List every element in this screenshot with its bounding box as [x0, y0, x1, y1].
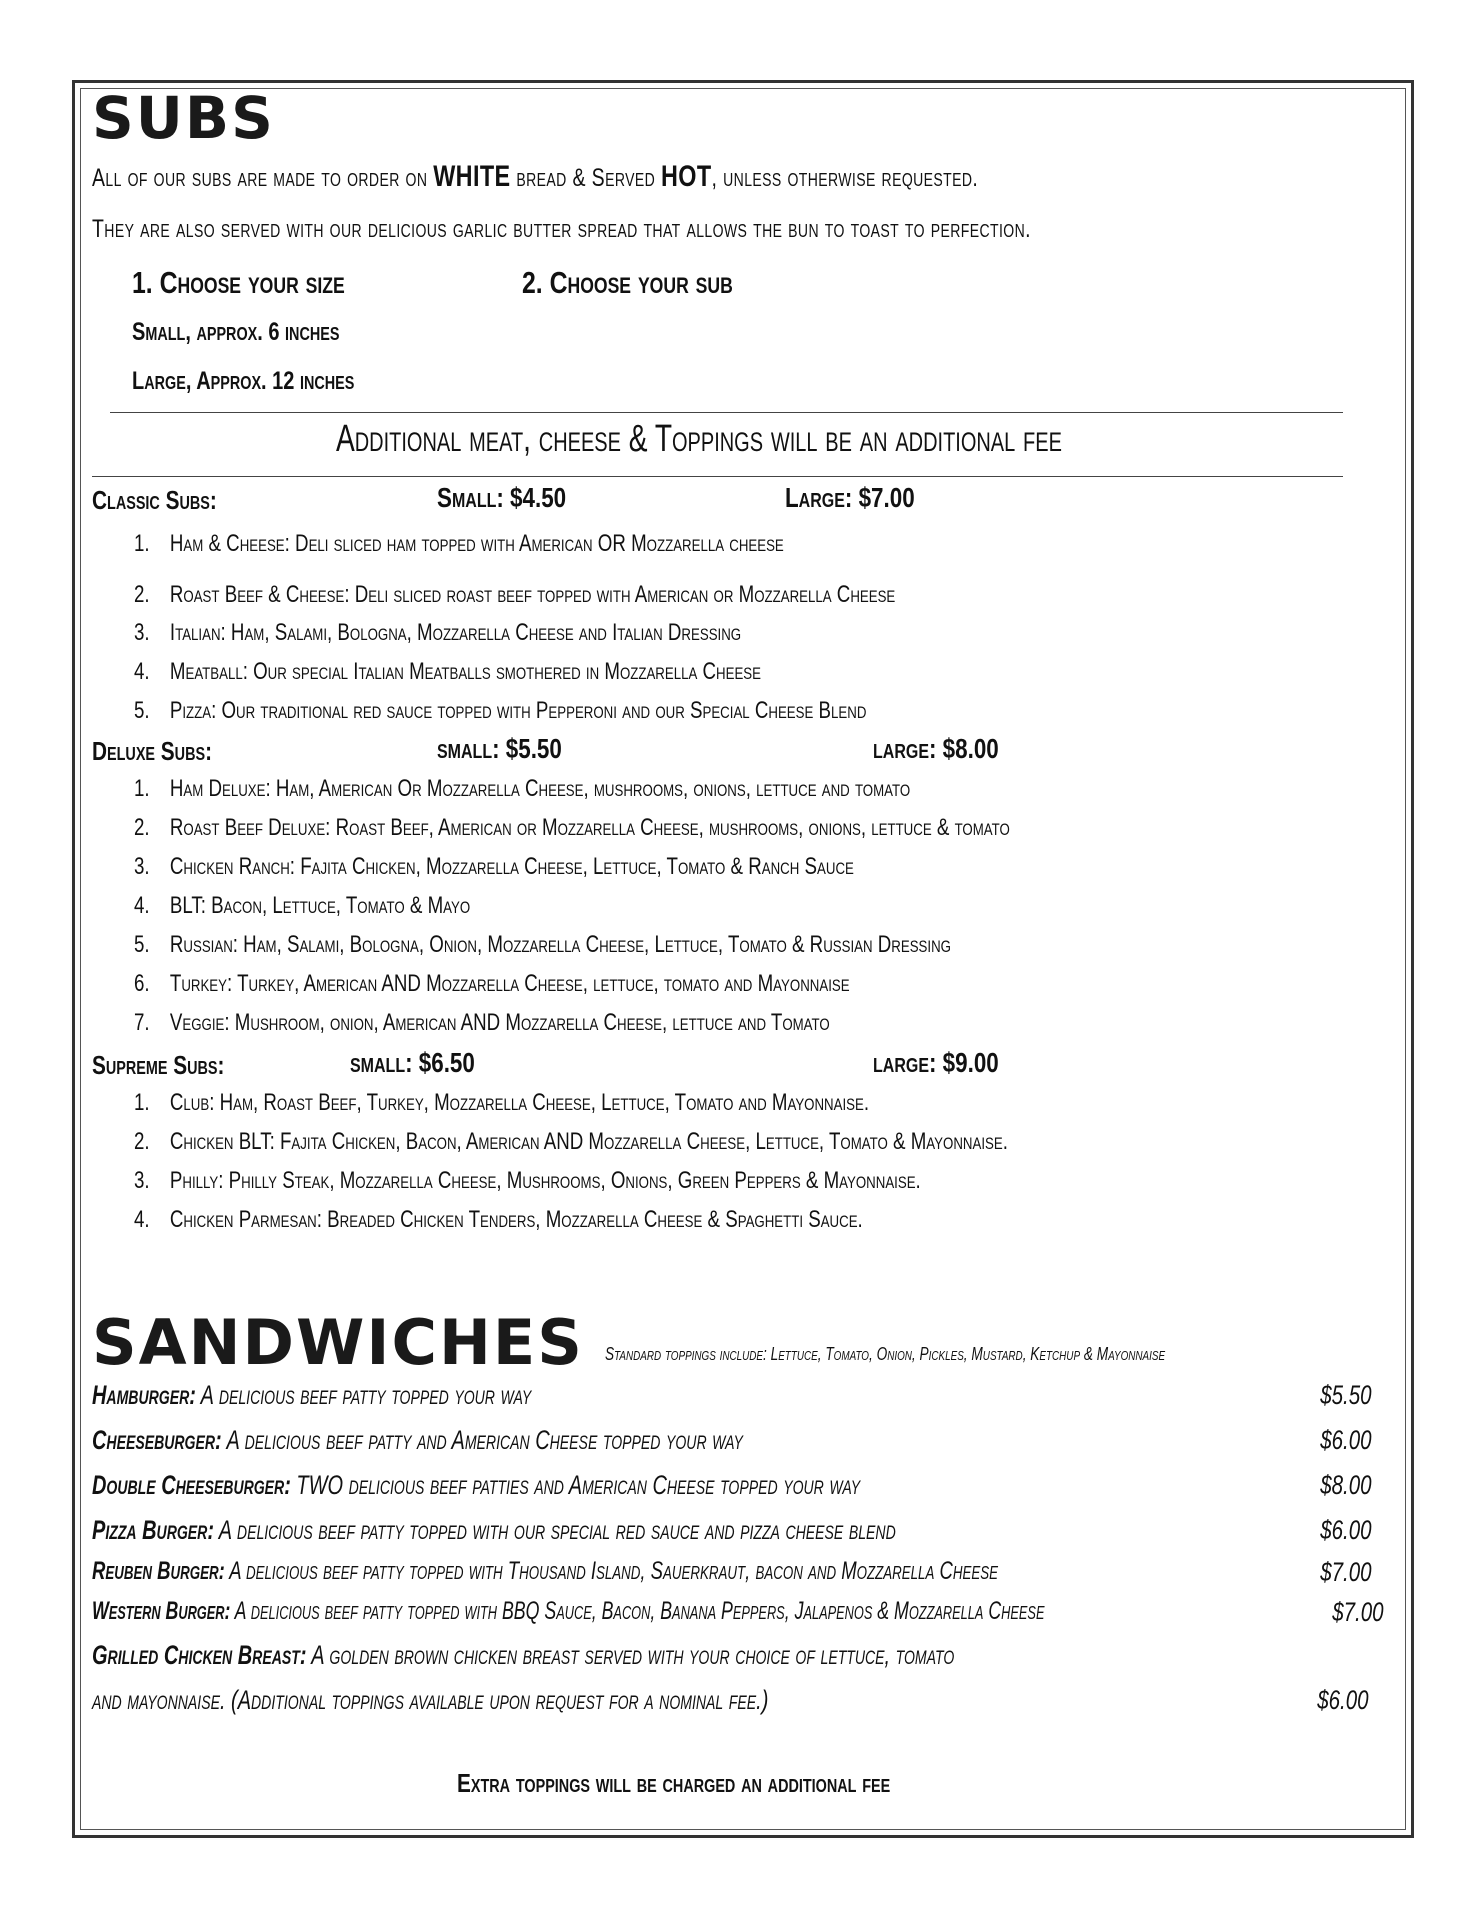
divider-top: [110, 412, 1343, 413]
list-item: 2. Roast Beef & Cheese: Deli sliced roast beef topped with American or Mozzarella Cheese: [134, 581, 896, 608]
list-item: 7. Veggie: Mushroom, onion, American AND Mozzarella Cheese, lettuce and Tomato: [134, 1009, 830, 1036]
sandwich-hamburger: Hamburger: A delicious beef patty topped your way: [92, 1380, 532, 1410]
sandwich-pizza-burger-price: $6.00: [1320, 1515, 1372, 1545]
sandwich-western-burger: Western Burger: A delicious beef patty topped with BBQ Sauce, Bacon, Banana Peppers, Jalapenos & Mozzarella Cheese: [92, 1597, 1045, 1625]
sandwich-double-cheeseburger: Double Cheeseburger: TWO delicious beef patties and American Cheese topped your way: [92, 1470, 861, 1500]
list-item: 1. Ham Deluxe: Ham, American Or Mozzarella Cheese, mushrooms, onions, lettuce and tomato: [134, 775, 911, 802]
sandwich-pizza-burger: Pizza Burger: A delicious beef patty topped with our special red sauce and pizza cheese blend: [92, 1515, 896, 1545]
category-classic-large-price: Large: $7.00: [785, 482, 915, 513]
step-choose-size: 1. Choose your size: [132, 265, 345, 300]
list-item: 1. Club: Ham, Roast Beef, Turkey, Mozzarella Cheese, Lettuce, Tomato and Mayonnaise.: [134, 1089, 870, 1116]
list-item: 5. Russian: Ham, Salami, Bologna, Onion, Mozzarella Cheese, Lettuce, Tomato & Russian Dressing: [134, 931, 951, 958]
sandwich-cheeseburger: Cheeseburger: A delicious beef patty and American Cheese topped your way: [92, 1425, 743, 1455]
list-item: 3. Philly: Philly Steak, Mozzarella Cheese, Mushrooms, Onions, Green Peppers & Mayonnaise.: [134, 1167, 921, 1194]
list-item: 4. BLT: Bacon, Lettuce, Tomato & Mayo: [134, 892, 471, 919]
additional-fee-notice: Additional meat, cheese & Toppings will be an additional fee: [336, 418, 1062, 460]
category-classic-title: Classic Subs:: [92, 485, 217, 515]
sandwich-grilled-chicken-desc-2: and mayonnaise. (Additional toppings available upon request for a nominal fee.): [92, 1685, 769, 1715]
category-deluxe-small-price: small: $5.50: [437, 733, 562, 764]
category-deluxe-large-price: large: $8.00: [873, 733, 999, 764]
list-item: 1. Ham & Cheese: Deli sliced ham topped with American OR Mozzarella cheese: [134, 530, 784, 557]
subs-title: SUBS: [92, 84, 275, 152]
category-supreme-small-price: small: $6.50: [350, 1047, 475, 1078]
sandwich-reuben-burger: Reuben Burger: A delicious beef patty topped with Thousand Island, Sauerkraut, bacon and Mozzarella Cheese: [92, 1557, 999, 1585]
sandwich-cheeseburger-price: $6.00: [1320, 1425, 1372, 1455]
list-item: 2. Chicken BLT: Fajita Chicken, Bacon, American AND Mozzarella Cheese, Lettuce, Tomato & Mayonnaise.: [134, 1128, 1008, 1155]
sandwiches-title: SANDWICHES: [92, 1306, 584, 1379]
list-item: 4. Chicken Parmesan: Breaded Chicken Tenders, Mozzarella Cheese & Spaghetti Sauce.: [134, 1206, 863, 1233]
sandwich-grilled-chicken-price: $6.00: [1317, 1685, 1369, 1715]
size-large: Large, Approx. 12 inches: [132, 367, 355, 395]
subs-intro-2: They are also served with our delicious garlic butter spread that allows the bun to toast to perfection.: [92, 215, 1031, 243]
standard-toppings-note: Standard toppings include: Lettuce, Tomato, Onion, Pickles, Mustard, Ketchup & Mayonnaise: [605, 1344, 1166, 1364]
list-item: 6. Turkey: Turkey, American AND Mozzarella Cheese, lettuce, tomato and Mayonnaise: [134, 970, 850, 997]
sandwich-western-burger-price: $7.00: [1332, 1597, 1384, 1627]
size-small: Small, approx. 6 inches: [132, 318, 340, 346]
list-item: 4. Meatball: Our special Italian Meatballs smothered in Mozzarella Cheese: [134, 658, 761, 685]
step-choose-sub: 2. Choose your sub: [522, 265, 733, 300]
category-supreme-large-price: large: $9.00: [873, 1047, 999, 1078]
list-item: 3. Italian: Ham, Salami, Bologna, Mozzarella Cheese and Italian Dressing: [134, 619, 742, 646]
list-item: 3. Chicken Ranch: Fajita Chicken, Mozzarella Cheese, Lettuce, Tomato & Ranch Sauce: [134, 853, 854, 880]
list-item: 2. Roast Beef Deluxe: Roast Beef, American or Mozzarella Cheese, mushrooms, onions, lettuce & tomato: [134, 814, 1010, 841]
category-classic-small-price: Small: $4.50: [437, 482, 567, 513]
sandwich-grilled-chicken: Grilled Chicken Breast: A golden brown chicken breast served with your choice of lettuce, tomato: [92, 1640, 955, 1670]
subs-intro-1: All of our subs are made to order on WHITE bread & Served HOT, unless otherwise requested.: [92, 160, 979, 193]
sandwich-double-cheeseburger-price: $8.00: [1320, 1470, 1372, 1500]
divider-bottom: [92, 476, 1343, 477]
sandwich-hamburger-price: $5.50: [1320, 1380, 1372, 1410]
extra-toppings-footer: Extra toppings will be charged an additional fee: [457, 1768, 891, 1798]
sandwich-reuben-burger-price: $7.00: [1320, 1557, 1372, 1587]
list-item: 5. Pizza: Our traditional red sauce topped with Pepperoni and our Special Cheese Blend: [134, 697, 867, 724]
category-deluxe-title: Deluxe Subs:: [92, 736, 213, 766]
category-supreme-title: Supreme Subs:: [92, 1050, 225, 1080]
